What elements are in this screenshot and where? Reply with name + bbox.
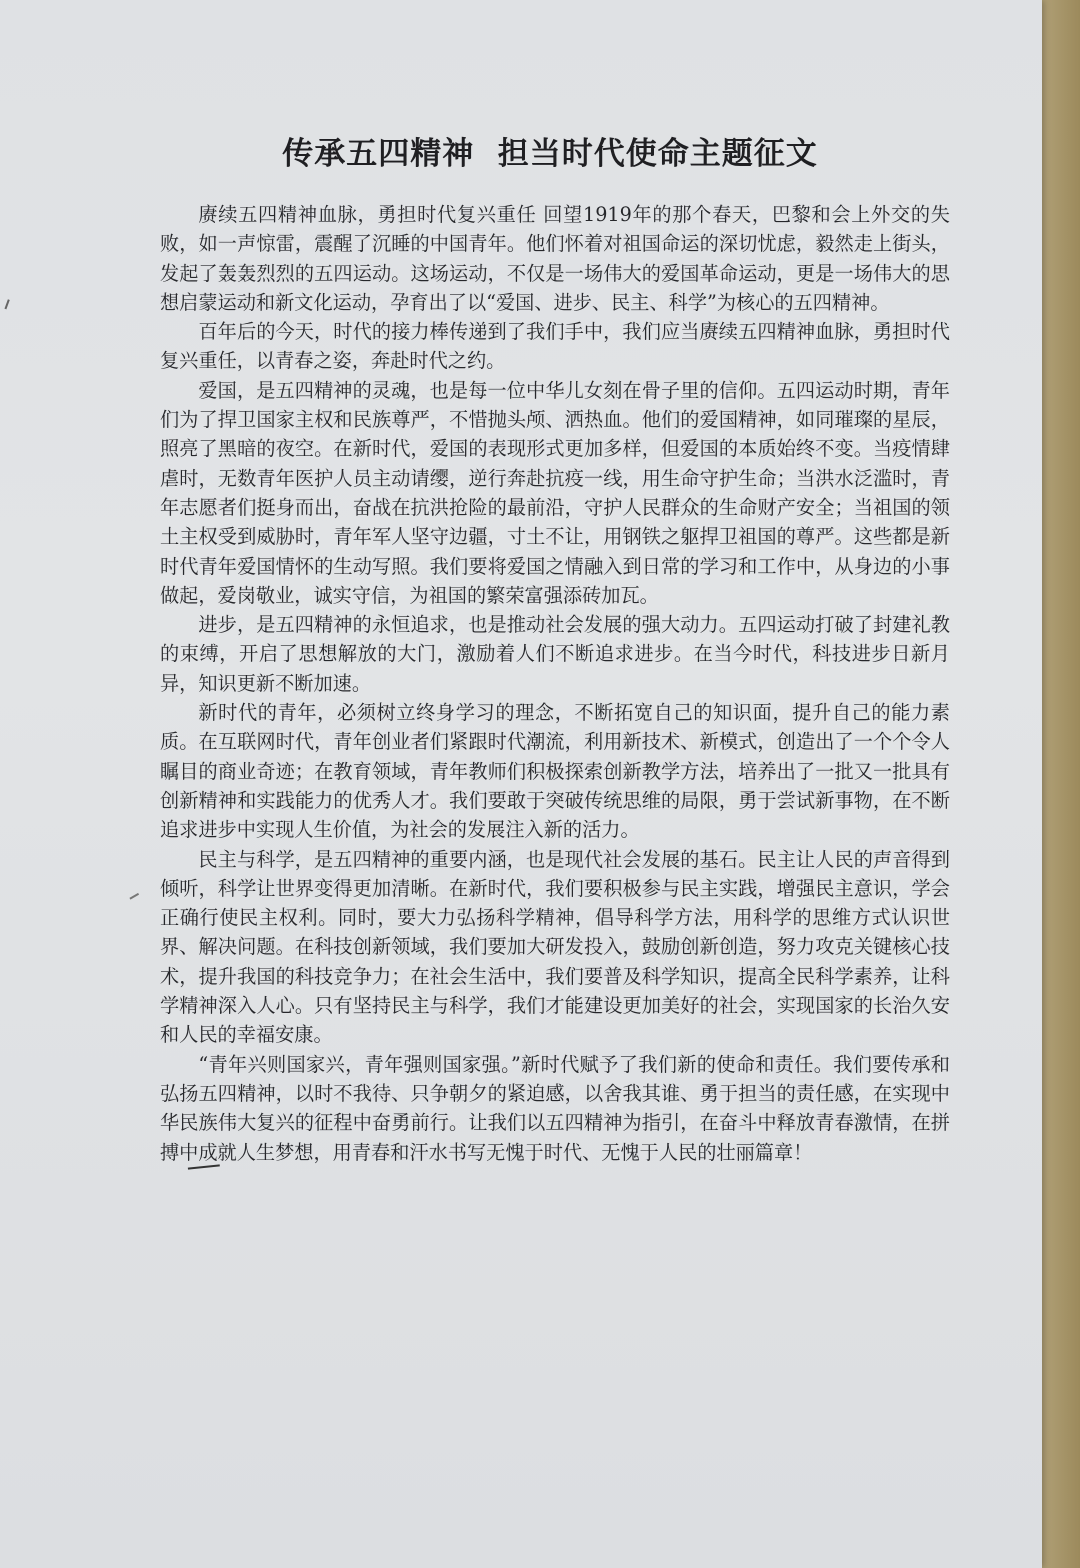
paragraph-6: 民主与科学，是五四精神的重要内涵，也是现代社会发展的基石。民主让人民的声音得到倾听，科学让世界变得更加清晰。在新时代，我们要积极参与民主实践，增强民主意识，学会正确行使民主权利。同时，要大力弘扬科学精神，倡导科学方法，用科学的思维方式认识世界、解决问题。在科技创新领域，我们要加大研发投入，鼓励创新创造，努力攻克关键核心技术，提升我国的科技竞争力；在社会生活中，我们要普及科学知识，提高全民科学素养，让科学精神深入人心。只有坚持民主与科学，我们才能建设更加美好的社会，实现国家的长治久安和人民的幸福安康。 [160,847,950,1047]
paragraph-2: 百年后的今天，时代的接力棒传递到了我们手中，我们应当赓续五四精神血脉，勇担时代复兴重任，以青春之姿，奔赴时代之约。 [160,320,950,373]
paragraph-3: 爱国，是五四精神的灵魂，也是每一位中华儿女刻在骨子里的信仰。五四运动时期，青年们为了捍卫国家主权和民族尊严，不惜抛头颅、洒热血。他们的爱国精神，如同璀璨的星辰，照亮了黑暗的夜空。在新时代，爱国的表现形式更加多样，但爱国的本质始终不变。当疫情肆虐时，无数青年医护人员主动请缨，逆行奔赴抗疫一线，用生命守护生命；当洪水泛滥时，青年志愿者们挺身而出，奋战在抗洪抢险的最前沿，守护人民群众的生命财产安全；当祖国的领土主权受到威胁时，青年军人坚守边疆，寸土不让，用钢铁之躯捍卫祖国的尊严。这些都是新时代青年爱国情怀的生动写照。我们要将爱国之情融入到日常的学习和工作中，从身边的小事做起，爱岗敬业，诚实守信，为祖国的繁荣富强添砖加瓦。 [160,378,950,607]
paragraph-7: “青年兴则国家兴，青年强则国家强。”新时代赋予了我们新的使命和责任。我们要传承和弘扬五四精神，以时不我待、只争朝夕的紧迫感，以舍我其谁、勇于担当的责任感，在实现中华民族伟大复兴的征程中奋勇前行。让我们以五四精神为指引，在奋斗中释放青春激情，在拼搏中成就人生梦想，用青春和汗水书写无愧于时代、无愧于人民的壮丽篇章！ [160,1052,950,1164]
paragraph-1: 赓续五四精神血脉，勇担时代复兴重任 回望1919年的那个春天，巴黎和会上外交的失败，如一声惊雷，震醒了沉睡的中国青年。他们怀着对祖国命运的深切忧虑，毅然走上街头，发起了轰轰烈烈的五四运动。这场运动，不仅是一场伟大的爱国革命运动，更是一场伟大的思想启蒙运动和新文化运动，孕育出了以“爱国、进步、民主、科学”为核心的五四精神。 [160,203,950,314]
document-title: 传承五四精神 担当时代使命主题征文 [282,136,818,172]
document-body [160,200,950,1167]
paragraph-5: 新时代的青年，必须树立终身学习的理念，不断拓宽自己的知识面，提升自己的能力素质。在互联网时代，青年创业者们紧跟时代潮流，利用新技术、新模式，创造出了一个个令人瞩目的商业奇迹；在教育领域，青年教师们积极探索创新教学方法，培养出了一批又一批具有创新精神和实践能力的优秀人才。我们要敢于突破传统思维的局限，勇于尝试新事物，在不断追求进步中实现人生价值，为社会的发展注入新的活力。 [160,701,950,842]
paragraph-4: 进步，是五四精神的永恒追求，也是推动社会发展的强大动力。五四运动打破了封建礼教的束缚，开启了思想解放的大门，激励着人们不断追求进步。在当今时代，科技进步日新月异，知识更新不断加速。 [160,613,950,695]
pen-stroke-mark [129,893,140,902]
pen-stroke-mark [4,299,13,310]
